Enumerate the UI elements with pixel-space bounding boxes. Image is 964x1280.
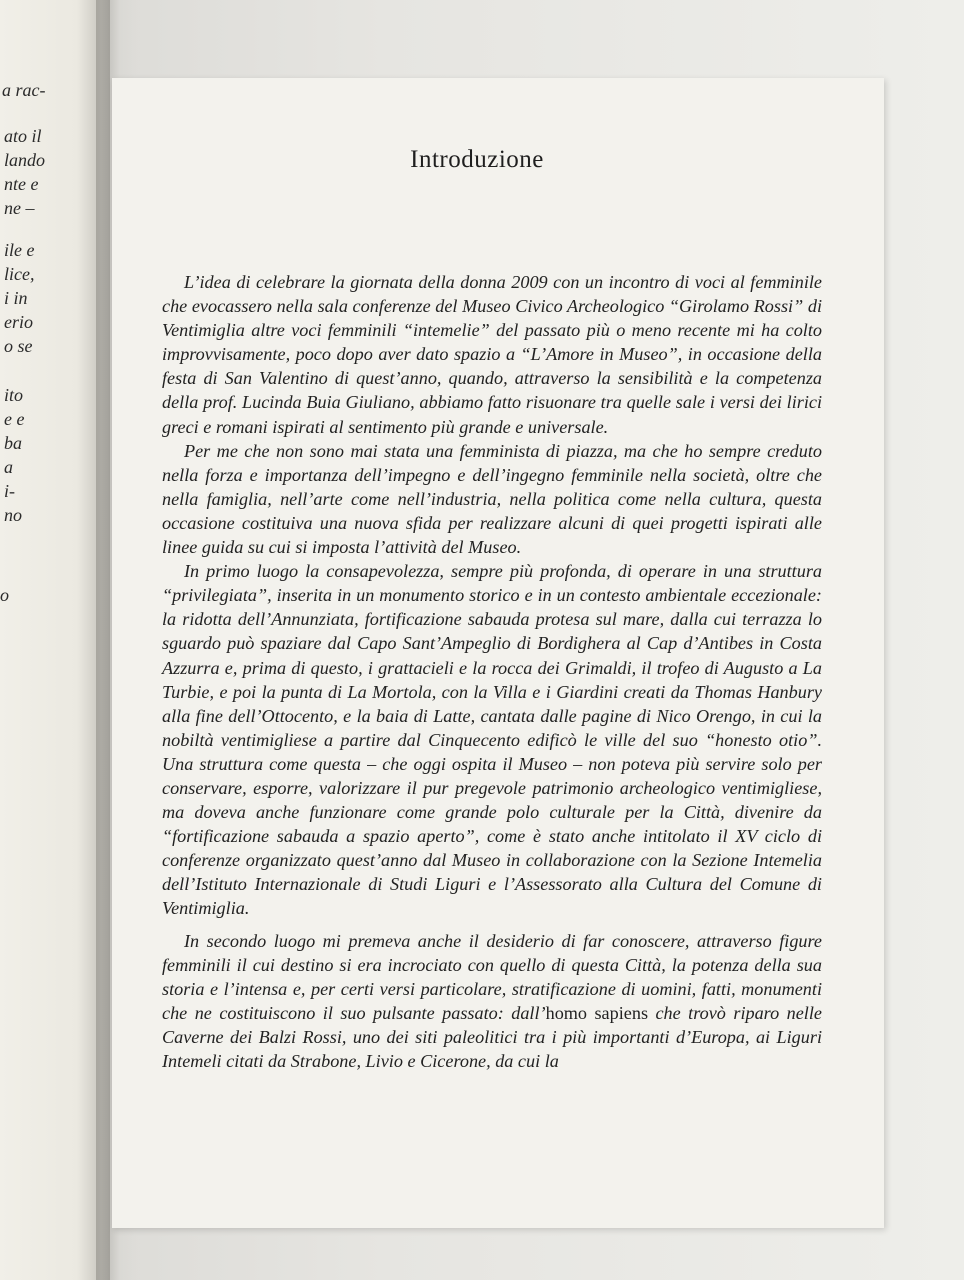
paragraph-3: In primo luogo la consapevolezza, sempre più profonda, di operare in una struttura “privilegiata”, inserita in un monumento storico e in un contesto ambientale eccezionale: la ridotta dell’Annunziata, fortificazione sabauda protesa sul mare, dalla cui terrazza lo sguardo può spaziare dal Capo Sant’Ampeglio di Bordighera al Cap d’Antibes in Costa Azzurra e, prima di questo, i grattacieli e la rocca dei Grimaldi, il trofeo di Augusto a La Turbie, e poi la punta di La Mortola, con la Villa e i Giardini creati da Thomas Hanbury alla fine dell’Ottocento, e la baia di Latte, cantata dalle pagine di Nico Orengo, in cui la nobiltà ventimigliese a partire dal Cinquecento edificò le ville del suo “honesto otio”. Una struttura come questa – che oggi ospita il Museo – non poteva più servire solo per conservare, esporre, valorizzare il pur pregevole patrimonio archeologico ventimigliese, ma doveva anche funzionare come grande polo culturale per la Città, divenire da “fortificazione sabauda a spazio aperto”, come è stato anche intitolato il XV ciclo di conferenze organizzato quest’anno dal Museo in collaborazione con la Sezione Intemelia dell’Istituto Internazionale di Studi Liguri e l’Assessorato alla Cultura del Comune di Ventimiglia.: [162, 561, 822, 919]
left-page-fragment: no: [4, 505, 22, 525]
page-title: Introduzione: [410, 146, 544, 173]
left-page-fragment: a: [4, 457, 13, 477]
right-page: [112, 78, 884, 1228]
left-page-fragment: a rac-: [2, 80, 46, 100]
paragraph-4-part-1: In secondo luogo mi premeva anche il desiderio di far conoscere, attraverso figure femminili il cui destino si era incrociato con quello di questa Città, la potenza della sua storia e l’intensa e, per certi versi particolare, stratificazione di uomini, fatti, monumenti che ne costituiscono il suo pulsante passato: dall’: [162, 930, 822, 1023]
left-page-fragment: ile e: [4, 240, 35, 260]
introduction-body: [162, 270, 822, 1073]
paragraph-4-homo-sapiens: homo sapiens: [545, 1002, 649, 1023]
left-page-fragment: erio: [4, 312, 33, 332]
left-page-fragment: ato il: [4, 126, 42, 146]
left-page-fragment: nte e: [4, 174, 39, 194]
facing-left-page: [0, 0, 110, 1280]
left-page-fragment: i in: [4, 288, 28, 308]
paragraph-4-part-2: che trovò riparo nelle Caverne dei Balzi Rossi, uno dei siti paleolitici tra i più importanti d’Europa, ai Liguri Intemeli citati da Strabone, Livio e Cicerone, da cui la: [162, 1002, 822, 1071]
left-page-fragment: ito: [4, 385, 24, 405]
left-page-fragment: ne –: [4, 198, 35, 218]
left-page-fragment: e e: [4, 409, 25, 429]
left-page-fragment: o: [0, 585, 9, 605]
left-page-fragment: i-: [4, 481, 15, 501]
left-page-fragment: ba: [4, 433, 22, 453]
paragraph-2: Per me che non sono mai stata una femminista di piazza, ma che ho sempre creduto nella forza e importanza dell’impegno e dell’ingegno femminile nella società, oltre che nella famiglia, nell’arte come nell’industria, nella politica come nella cultura, questa occasione costituiva una nuova sfida per realizzare alcuni di quei progetti ispirati alle linee guida su cui si imposta l’attività del Museo.: [162, 440, 822, 558]
left-page-fragment: o se: [4, 336, 33, 356]
left-page-fragment: lice,: [4, 264, 35, 284]
paragraph-1: L’idea di celebrare la giornata della donna 2009 con un incontro di voci al femminile che evocassero nella sala conferenze del Museo Civico Archeologico “Girolamo Rossi” di Ventimiglia altre voci femminili “intemelie” del passato più o meno recente mi ha colto improvvisamente, poco dopo aver dato spazio a “L’Amore in Museo”, in occasione della festa di San Valentino di quest’anno, quando, attraverso la sensibilità e la competenza della prof. Lucinda Buia Giuliano, abbiamo fatto risuonare tra quelle sale i versi dei lirici greci e romani ispirati al sentimento più grande e universale.: [162, 272, 822, 437]
left-page-fragment: lando: [4, 150, 46, 170]
paragraph-4: [162, 929, 822, 1074]
